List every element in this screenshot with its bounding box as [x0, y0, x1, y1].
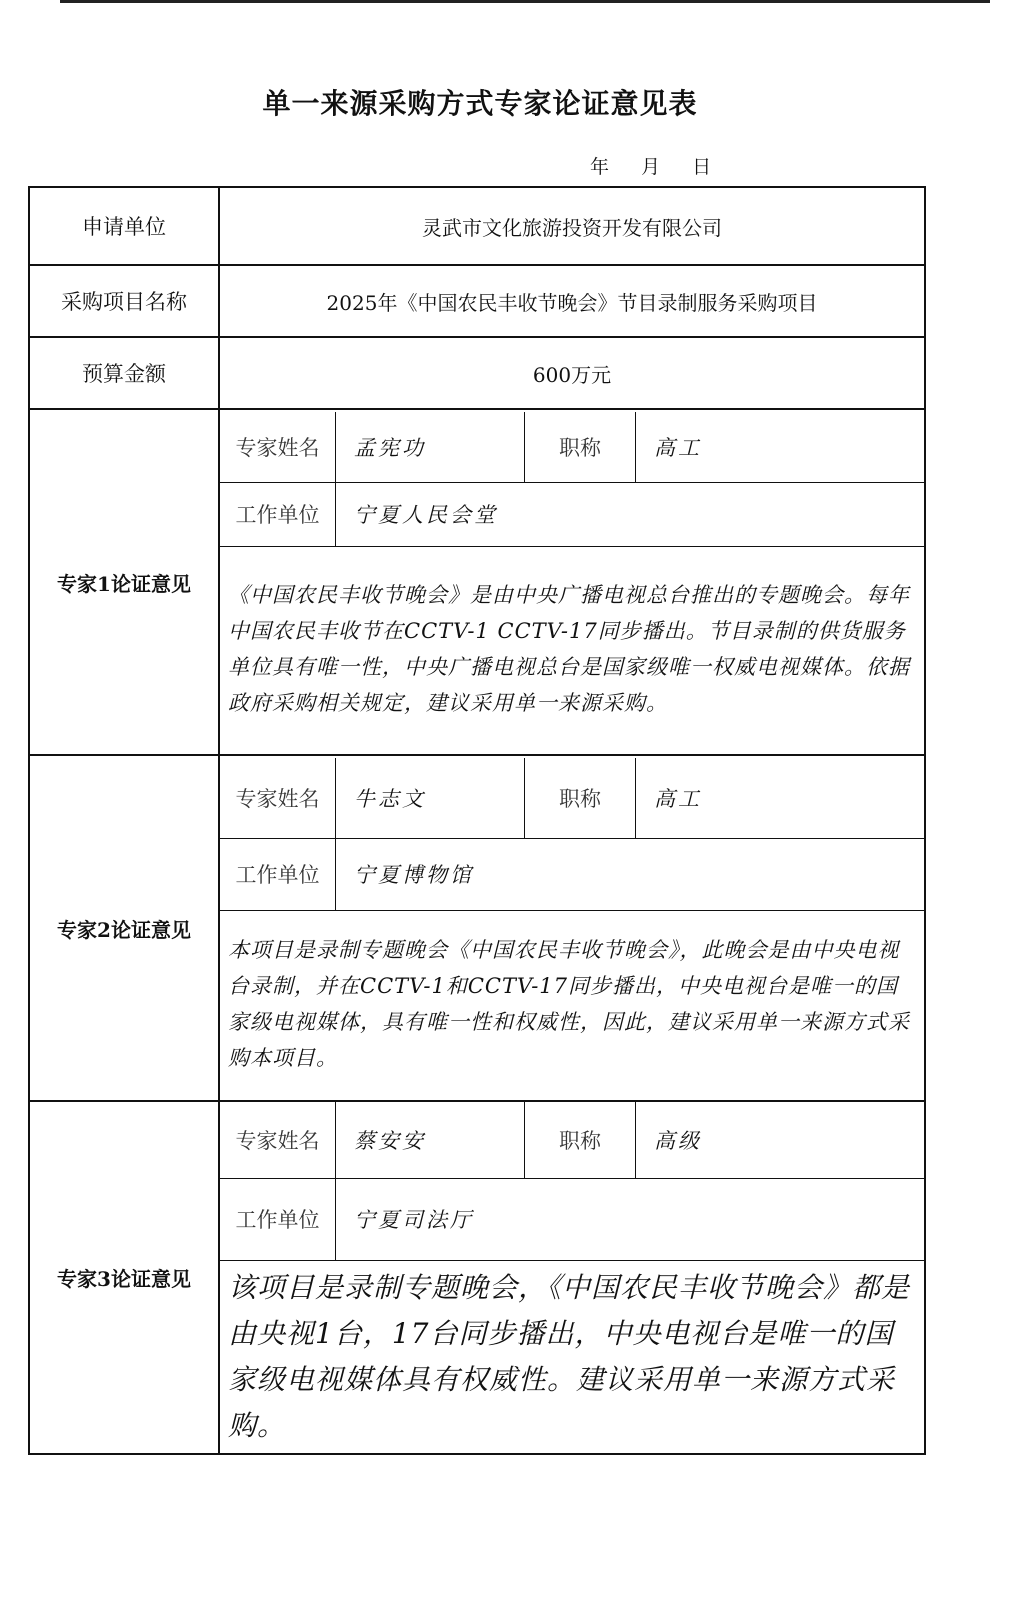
expert-3-name: 蔡安安 [336, 1102, 525, 1178]
expert-3-body [219, 1101, 925, 1454]
expert-3-label: 专家3论证意见 [29, 1101, 219, 1454]
expert-1-inner [220, 412, 924, 752]
date-month: 月 [641, 156, 663, 178]
expert-3-title: 高级 [636, 1102, 925, 1178]
expert-2-name-label: 专家姓名 [220, 758, 336, 838]
date-day: 日 [692, 156, 714, 178]
expert-2-section [29, 755, 925, 1101]
expert-2-title: 高工 [636, 758, 925, 838]
budget-value: 600万元 [219, 337, 925, 409]
expert-3-title-label: 职称 [525, 1102, 636, 1178]
expert-1-name-label: 专家姓名 [220, 412, 336, 482]
expert-1-title-label: 职称 [525, 412, 636, 482]
page-title: 单一来源采购方式专家论证意见表 [262, 87, 698, 120]
expert-1-unit: 宁夏人民会堂 [336, 482, 925, 546]
expert-3-section [29, 1101, 925, 1454]
expert-3-opinion: 该项目是录制专题晚会，《中国农民丰收节晚会》都是由央视1台，17台同步播出，中央电视台是唯一的国家级电视媒体具有权威性。建议采用单一来源方式采购。 [228, 1270, 911, 1442]
date-line [590, 152, 735, 179]
opinion-form-table [28, 186, 926, 1455]
expert-1-name: 孟宪功 [336, 412, 525, 482]
applicant-row [29, 187, 925, 265]
project-label: 采购项目名称 [29, 265, 219, 337]
expert-1-unit-label: 工作单位 [220, 482, 336, 546]
applicant-label: 申请单位 [29, 187, 219, 265]
expert-3-unit-label: 工作单位 [220, 1178, 336, 1260]
expert-1-title: 高工 [636, 412, 925, 482]
applicant-value: 灵武市文化旅游投资开发有限公司 [219, 187, 925, 265]
project-row [29, 265, 925, 337]
expert-2-label: 专家2论证意见 [29, 755, 219, 1101]
budget-label: 预算金额 [29, 337, 219, 409]
expert-2-title-label: 职称 [525, 758, 636, 838]
expert-2-opinion: 本项目是录制专题晚会《中国农民丰收节晚会》，此晚会是由中央电视台录制，并在CCTV-1和CCTV-17同步播出，中央电视台是唯一的国家级电视媒体，具有唯一性和权威性，因此，建议采用单一来源方式采购本项目。 [228, 938, 910, 1071]
expert-2-unit-label: 工作单位 [220, 838, 336, 910]
date-year: 年 [590, 156, 612, 178]
expert-3-name-label: 专家姓名 [220, 1102, 336, 1178]
expert-1-body [219, 409, 925, 755]
expert-1-opinion: 《中国农民丰收节晚会》是由中央广播电视总台推出的专题晚会。每年中国农民丰收节在CCTV-1 CCTV-17同步播出。节目录制的供货服务单位具有唯一性，中央广播电视总台是国家级唯一权威电视媒体。依据政府采购相关规定，建议采用单一来源采购。 [228, 583, 910, 716]
expert-2-body [219, 755, 925, 1101]
budget-row [29, 337, 925, 409]
expert-2-inner [220, 758, 924, 1098]
project-value: 2025年《中国农民丰收节晚会》节目录制服务采购项目 [219, 265, 925, 337]
expert-3-inner [220, 1102, 924, 1453]
top-scan-line [60, 0, 990, 3]
expert-1-section [29, 409, 925, 755]
expert-2-name: 牛志文 [336, 758, 525, 838]
expert-3-unit: 宁夏司法厅 [336, 1178, 925, 1260]
expert-1-label: 专家1论证意见 [29, 409, 219, 755]
expert-2-unit: 宁夏博物馆 [336, 838, 925, 910]
